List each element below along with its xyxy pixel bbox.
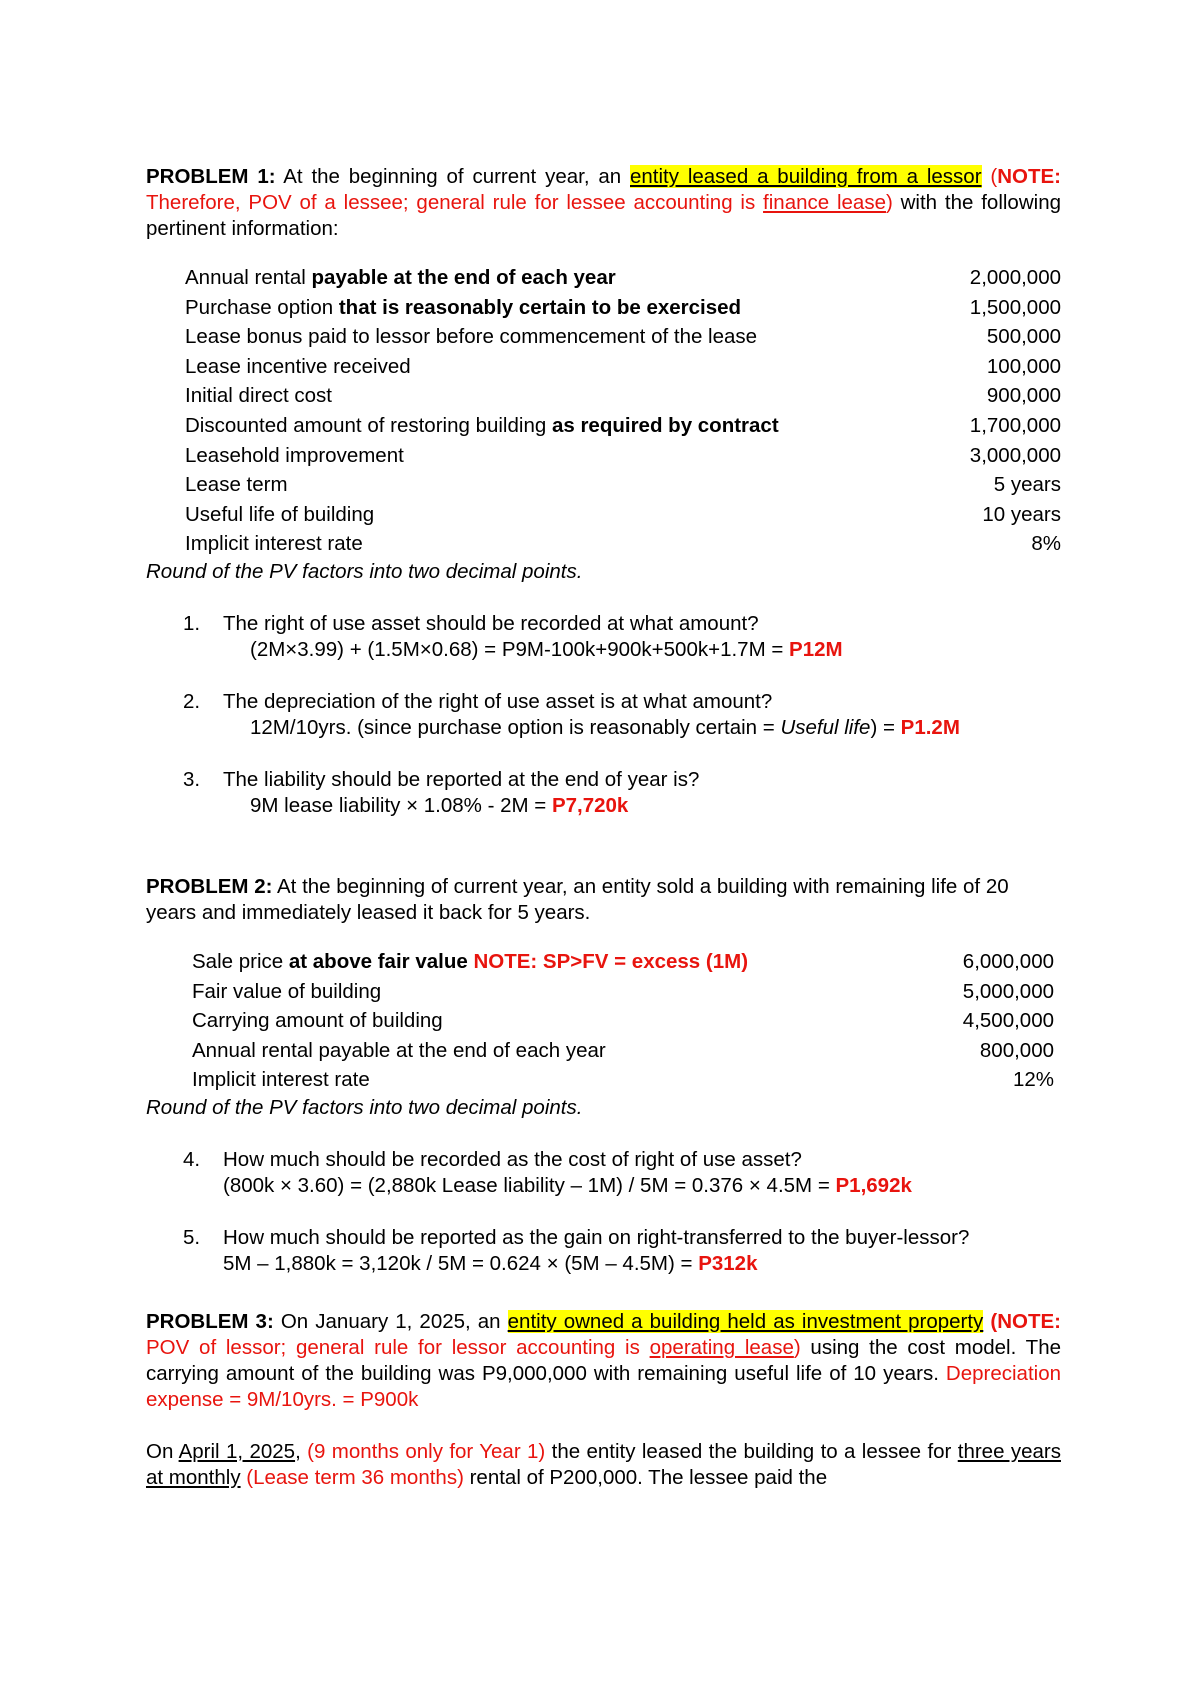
answer-2: P1.2M [900, 715, 960, 739]
problem1-round-note: Round of the PV factors into two decimal points. [146, 559, 583, 583]
table-row: Lease term 5 years [185, 473, 1061, 497]
problem2-round-note: Round of the PV factors into two decimal points. [146, 1095, 583, 1119]
table-row: Annual rental payable at the end of each year 2,000,000 [185, 266, 1061, 289]
problem3-lease-paragraph: On April 1, 2025, (9 months only for Year 1) the entity leased the building to a lessee for three years at monthly (Lease term 36 months) rental of P200,000. The lessee paid the [146, 1439, 1061, 1489]
table-row: Carrying amount of building 4,500,000 [192, 1009, 1054, 1033]
problem2-table [146, 947, 1061, 1095]
problem1-table [146, 263, 1061, 559]
table-row: Lease bonus paid to lessor before commencement of the lease 500,000 [185, 325, 1061, 349]
depreciation-note: Depreciation expense = 9M/10yrs. = P900k [146, 1361, 1061, 1411]
problem1-intro: PROBLEM 1: At the beginning of current year, an entity leased a building from a lessor (NOTE: Therefore, POV of a lessee; general rule for lessee accounting is finance lease) with the following pertinent information: [146, 165, 1061, 240]
question-4: 4. How much should be recorded as the cost of right of use asset? (800k × 3.60) = (2,880k Lease liability – 1M) / 5M = 0.376 × 4.5M = P1,692k [183, 1147, 912, 1197]
table-row: Useful life of building 10 years [185, 502, 1061, 526]
table-row: Initial direct cost 900,000 [185, 384, 1061, 408]
answer-4: P1,692k [835, 1173, 912, 1197]
problem2-label: PROBLEM 2: [146, 874, 273, 898]
problem3-note: (NOTE: POV of lessor; general rule for lessor accounting is operating lease) [146, 1309, 1061, 1359]
document-page [146, 164, 1061, 1491]
problem3-highlight: entity owned a building held as investment property [507, 1309, 984, 1333]
problem1-highlight: entity leased a building from a lessor [630, 165, 982, 188]
table-row: Fair value of building 5,000,000 [192, 979, 1054, 1003]
table-row: Lease incentive received 100,000 [185, 354, 1061, 378]
answer-1: P12M [789, 637, 843, 661]
table-row: Purchase option that is reasonably certain to be exercised 1,500,000 [185, 295, 1061, 319]
question-3: 3. The liability should be reported at the end of year is? 9M lease liability × 1.08% - 2M = P7,720k [183, 767, 700, 817]
problem1-note: (NOTE: Therefore, POV of a lessee; general rule for lessee accounting is finance lease) [146, 165, 1061, 214]
problem2-intro: PROBLEM 2: At the beginning of current year, an entity sold a building with remaining life of 20 years and immediately leased it back for 5 years. [146, 874, 1009, 924]
answer-3: P7,720k [551, 793, 629, 817]
problem3-label: PROBLEM 3: [146, 1309, 274, 1333]
table-row: Discounted amount of restoring building as required by contract 1,700,000 [185, 413, 1061, 437]
table-row: Leasehold improvement 3,000,000 [185, 443, 1061, 467]
problem3-intro: PROBLEM 3: On January 1, 2025, an entity owned a building held as investment property (NOTE: POV of lessor; general rule for lessor accounting is operating lease) using the cost model. The carrying amount of the building was P9,000,000 with remaining useful life of 10 years. Depreciation expense = 9M/10yrs. = P900k [146, 1309, 1061, 1411]
problem1-label: PROBLEM 1: [146, 165, 276, 188]
table-row: Implicit interest rate 8% [185, 532, 1061, 556]
question-1: 1. The right of use asset should be recorded at what amount? (2M×3.99) + (1.5M×0.68) = P9M-100k+900k+500k+1.7M = P12M [183, 611, 843, 661]
table-row: Annual rental payable at the end of each year 800,000 [192, 1038, 1054, 1062]
table-row: Implicit interest rate 12% [192, 1068, 1054, 1092]
question-5: 5. How much should be reported as the gain on right-transferred to the buyer-lessor? 5M – 1,880k = 3,120k / 5M = 0.624 × (5M – 4.5M) = P312k [183, 1225, 970, 1275]
question-2: 2. The depreciation of the right of use asset is at what amount? 12M/10yrs. (since purchase option is reasonably certain = Useful life) = P1.2M [183, 689, 960, 739]
table-row: Sale price at above fair value NOTE: SP>FV = excess (1M) 6,000,000 [192, 949, 1054, 973]
answer-5: P312k [698, 1251, 758, 1275]
